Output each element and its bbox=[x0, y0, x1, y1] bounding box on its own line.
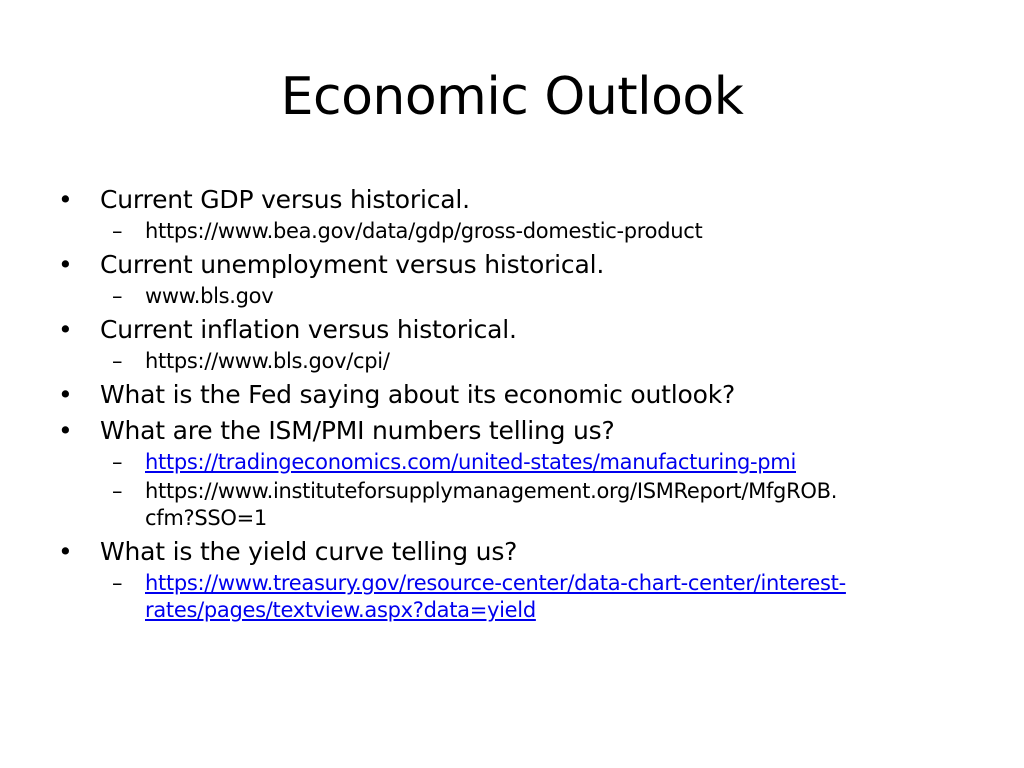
bullet-text: What is the Fed saying about its economic outlook? bbox=[100, 380, 736, 409]
sub-item-ism-report bbox=[100, 478, 978, 532]
bullet-item-unemployment bbox=[58, 248, 978, 281]
sub-text-line2: cfm?SSO=1 bbox=[145, 506, 267, 530]
bullet-item-inflation bbox=[58, 313, 978, 346]
bullet-item-yield-curve bbox=[58, 535, 978, 568]
slide-title: Economic Outlook bbox=[280, 67, 744, 127]
bullet-icon: • bbox=[58, 250, 73, 279]
sub-text: www.bls.gov bbox=[145, 284, 274, 308]
bullet-item-fed bbox=[58, 378, 978, 411]
sub-item-cpi bbox=[100, 348, 978, 375]
bullet-icon: • bbox=[58, 185, 73, 214]
bullet-icon: • bbox=[58, 537, 73, 566]
dash-icon: – bbox=[112, 284, 123, 308]
treasury-link-line2[interactable]: rates/pages/textview.aspx?data=yield bbox=[145, 598, 536, 622]
bullet-text: Current unemployment versus historical. bbox=[100, 250, 605, 279]
dash-icon: – bbox=[112, 450, 123, 474]
bullet-item-ism-pmi bbox=[58, 414, 978, 447]
tradingeconomics-link[interactable]: https://tradingeconomics.com/united-states/manufacturing-pmi bbox=[145, 450, 796, 474]
sub-text: https://www.bls.gov/cpi/ bbox=[145, 349, 390, 373]
sub-item-bea bbox=[100, 218, 978, 245]
dash-icon: – bbox=[112, 349, 123, 373]
treasury-link-line1[interactable]: https://www.treasury.gov/resource-center/data-chart-center/interest- bbox=[145, 571, 846, 595]
bullet-icon: • bbox=[58, 380, 73, 409]
bullet-list bbox=[58, 180, 978, 624]
sub-item-bls bbox=[100, 283, 978, 310]
bullet-icon: • bbox=[58, 416, 73, 445]
dash-icon: – bbox=[112, 219, 123, 243]
dash-icon: – bbox=[112, 479, 123, 503]
bullet-text: What is the yield curve telling us? bbox=[100, 537, 518, 566]
bullet-text: Current inflation versus historical. bbox=[100, 315, 517, 344]
bullet-text: Current GDP versus historical. bbox=[100, 185, 470, 214]
sub-text: https://www.bea.gov/data/gdp/gross-domestic-product bbox=[145, 219, 703, 243]
sub-item-tradingeconomics bbox=[100, 449, 978, 476]
bullet-text: What are the ISM/PMI numbers telling us? bbox=[100, 416, 615, 445]
sub-item-treasury bbox=[100, 570, 978, 624]
bullet-icon: • bbox=[58, 315, 73, 344]
sub-text-line1: https://www.instituteforsupplymanagement.org/ISMReport/MfgROB. bbox=[145, 479, 838, 503]
dash-icon: – bbox=[112, 571, 123, 595]
bullet-item-gdp bbox=[58, 183, 978, 216]
